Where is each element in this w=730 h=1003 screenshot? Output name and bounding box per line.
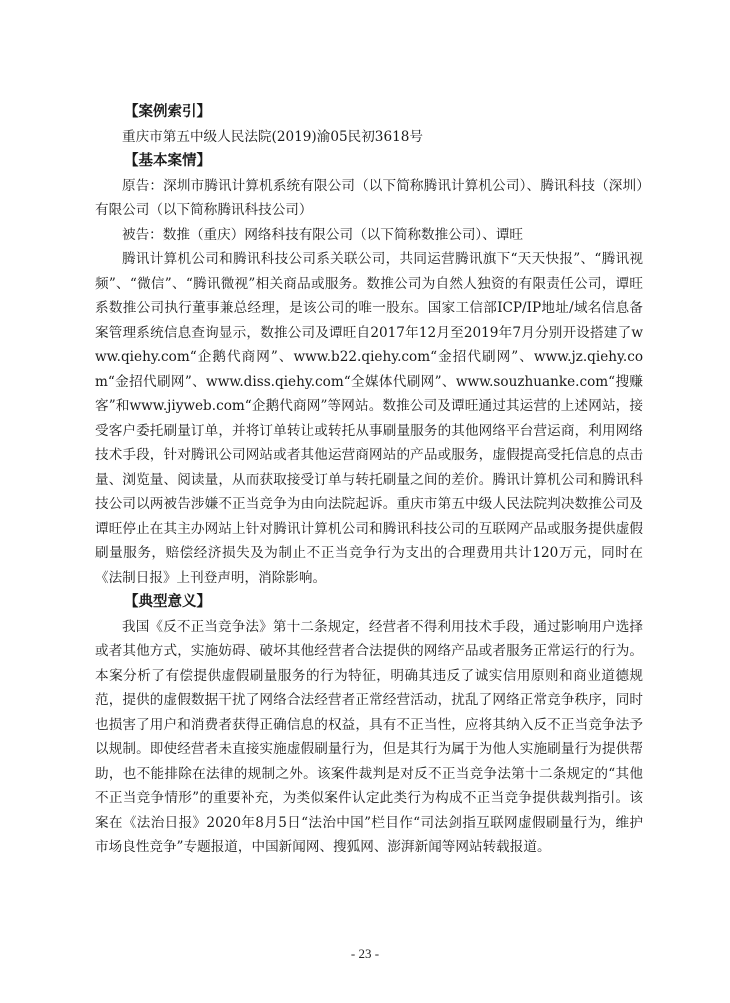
basic-facts-heading: 【基本案情】 <box>124 153 211 169</box>
significance-heading: 【典型意义】 <box>124 594 211 610</box>
page-number: - 23 - <box>350 946 380 961</box>
significance-paragraph: 我国《反不正当竞争法》第十二条规定，经营者不得利用技术手段，通过影响用户选择或者其他方式，实施妨碍、破坏其他经营者合法提供的网络产品或者服务正常运行的行为。本案分析了有偿提供虚假刷量服务的行为特征，明确其违反了诚实信用原则和商业道德规范，提供的虚假数据干扰了网络合法经营者正常经营活动，扰乱了网络正常竞争秩序，同时也损害了用户和消费者获得正确信息的权益，具有不正当性，应将其纳入反不正当竞争法予以规制。即使经营者未直接实施虚假刷量行为，但是其行为属于为他人实施刷量行为提供帮助，也不能排除在法律的规制之外。该案件裁判是对反不正当竞争法第十二条规定的“其他不正当竞争情形”的重要补充，为类似案件认定此类行为构成不正当竞争提供裁判指引。该案在《法治日报》2020年8月5日“法治中国”栏目作“司法剑指互联网虚假刷量行为，维护市场良性竞争”专题报道，中国新闻网、搜狐网、澎湃新闻等网站转载报道。 <box>95 618 643 855</box>
case-number: 重庆市第五中级人民法院(2019)渝05民初3618号 <box>122 128 423 145</box>
plaintiff-paragraph: 原告：深圳市腾讯计算机系统有限公司（以下简称腾讯计算机公司）、腾讯科技（深圳）有限公司（以下简称腾讯科技公司） <box>95 177 643 218</box>
facts-paragraph: 腾讯计算机公司和腾讯科技公司系关联公司，共同运营腾讯旗下“天天快报”、“腾讯视频”、“微信”、“腾讯微视”相关商品或服务。数推公司为自然人独资的有限责任公司，谭旺系数推公司执行董事兼总经理，是该公司的唯一股东。国家工信部ICP/IP地址/域名信息备案管理系统信息查询显示，数推公司及谭旺自2017年12月至2019年7月分别开设搭建了www.qiehy.com“企鹅代商网”、www.b22.qiehy.com“金招代刷网”、www.jz.qiehy.com“金招代刷网”、www.diss.qiehy.com“全媒体代刷网”、www.souzhuanke.com“搜赚客”和www.jiyweb.com“企鹅代商网”等网站。数推公司及谭旺通过其运营的上述网站，接受客户委托刷量订单，并将订单转让或转托从事刷量服务的其他网络平台营运商，利用网络技术手段，针对腾讯公司网站或者其他运营商网站的产品或服务，虚假提高受托信息的点击量、浏览量、阅读量，从而获取接受订单与转托刷量之间的差价。腾讯计算机公司和腾讯科技公司以两被告涉嫌不正当竞争为由向法院起诉。重庆市第五中级人民法院判决数推公司及谭旺停止在其主办网站上针对腾讯计算机公司和腾讯科技公司的互联网产品或服务提供虚假刷量服务，赔偿经济损失及为制止不正当竞争行为支出的合理费用共计120万元，同时在《法制日报》上刊登声明，消除影响。 <box>95 251 643 586</box>
document-body <box>95 100 643 860</box>
case-index-heading: 【案例索引】 <box>124 104 211 120</box>
defendant-paragraph: 被告：数推（重庆）网络科技有限公司（以下简称数推公司）、谭旺 <box>122 226 524 243</box>
